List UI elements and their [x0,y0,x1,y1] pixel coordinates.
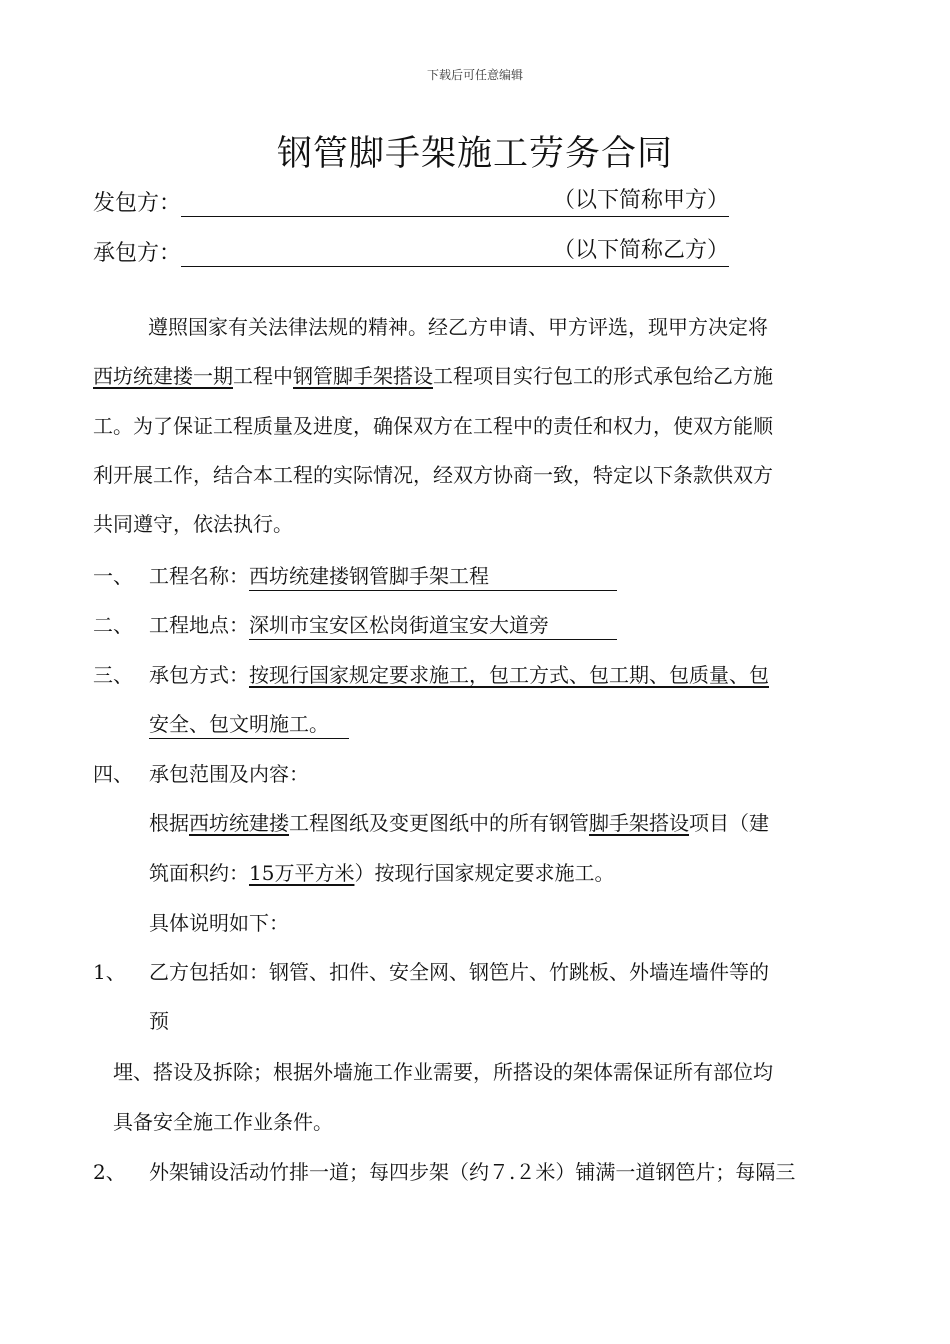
intro-line-1: 遵照国家有关法律法规的精神。经乙方申请、甲方评选，现甲方决定将 [148,315,768,339]
clause-1-number: 一、 [93,564,133,588]
clause-3-continuation [149,709,349,739]
clause-2 [93,610,617,640]
item-1-line-1: 乙方包括如：钢管、扣件、安全网、钢笆片、竹跳板、外墙连墙件等的 [149,960,769,984]
scope-text: 项目（建 [689,811,769,835]
party-a-label: 发包方： [93,191,182,216]
intro-text: 工程项目实行包工的形式承包给乙方施 [433,364,773,388]
clause-3 [93,660,769,690]
party-b-suffix: （以下简称乙方） [553,238,730,263]
clause-4-number: 四、 [93,762,133,786]
scope-area: 15万平方米 [249,861,355,885]
intro-text: 工程中 [233,364,293,388]
clause-1 [93,561,617,591]
item-1-number: 1、 [93,960,126,984]
clause-2-number: 二、 [93,613,133,637]
intro-line-5: 共同遵守，依法执行。 [93,512,293,536]
item-1-line-3: 埋、搭设及拆除；根据外墙施工作业需要，所搭设的架体需保证所有部位均 [113,1060,773,1084]
intro-line-3: 工。为了保证工程质量及进度，确保双方在工程中的责任和权力，使双方能顺 [93,414,773,438]
party-a-line [93,186,729,217]
party-b-label: 承包方： [93,241,182,266]
document-title: 钢管脚手架施工劳务合同 [276,134,673,174]
intro-line-4: 利开展工作，结合本工程的实际情况，经双方协商一致，特定以下条款供双方 [93,463,773,487]
header-note: 下载后可任意编辑 [426,68,523,82]
intro-work-item: 钢管脚手架搭设 [293,364,433,388]
clause-4 [93,759,309,789]
clause-2-value: 深圳市宝安区松岗街道宝安大道旁 [249,611,617,640]
scope-work-item: 脚手架搭设 [589,811,689,835]
scope-text: 根据 [149,811,189,835]
clause-4-label: 承包范围及内容： [149,762,309,786]
scope-line-3: 具体说明如下： [149,911,289,935]
party-b-blank [181,236,729,267]
clause-1-label: 工程名称： [149,564,249,588]
scope-text: 工程图纸及变更图纸中的所有钢管 [289,811,589,835]
intro-project-name: 西坊统建搂一期 [93,364,233,388]
party-a-blank [181,186,729,217]
item-2 [93,1157,795,1187]
clause-1-value: 西坊统建搂钢管脚手架工程 [249,562,617,591]
party-b-line [93,236,729,267]
clause-3-label: 承包方式： [149,663,249,687]
clause-2-label: 工程地点： [149,613,249,637]
item-2-number: 2、 [93,1160,126,1184]
scope-text: ）按现行国家规定要求施工。 [354,861,615,885]
item-1 [93,957,769,987]
scope-line-2 [149,858,614,888]
clause-3-number: 三、 [93,663,133,687]
scope-line-1 [149,808,769,838]
clause-3-value-line-1: 按现行国家规定要求施工，包工方式、包工期、包质量、包 [249,663,769,687]
scope-text: 筑面积约： [149,861,249,885]
intro-line-2 [93,361,773,391]
item-2-line-1: 外架铺设活动竹排一道；每四步架（约７.２米）铺满一道钢笆片；每隔三 [149,1160,796,1184]
item-1-line-4: 具备安全施工作业条件。 [113,1110,333,1134]
item-1-line-2: 预 [149,1009,169,1033]
clause-3-value-line-2: 安全、包文明施工。 [149,710,349,739]
scope-project-name: 西坊统建搂 [189,811,289,835]
party-a-suffix: （以下简称甲方） [553,188,730,213]
